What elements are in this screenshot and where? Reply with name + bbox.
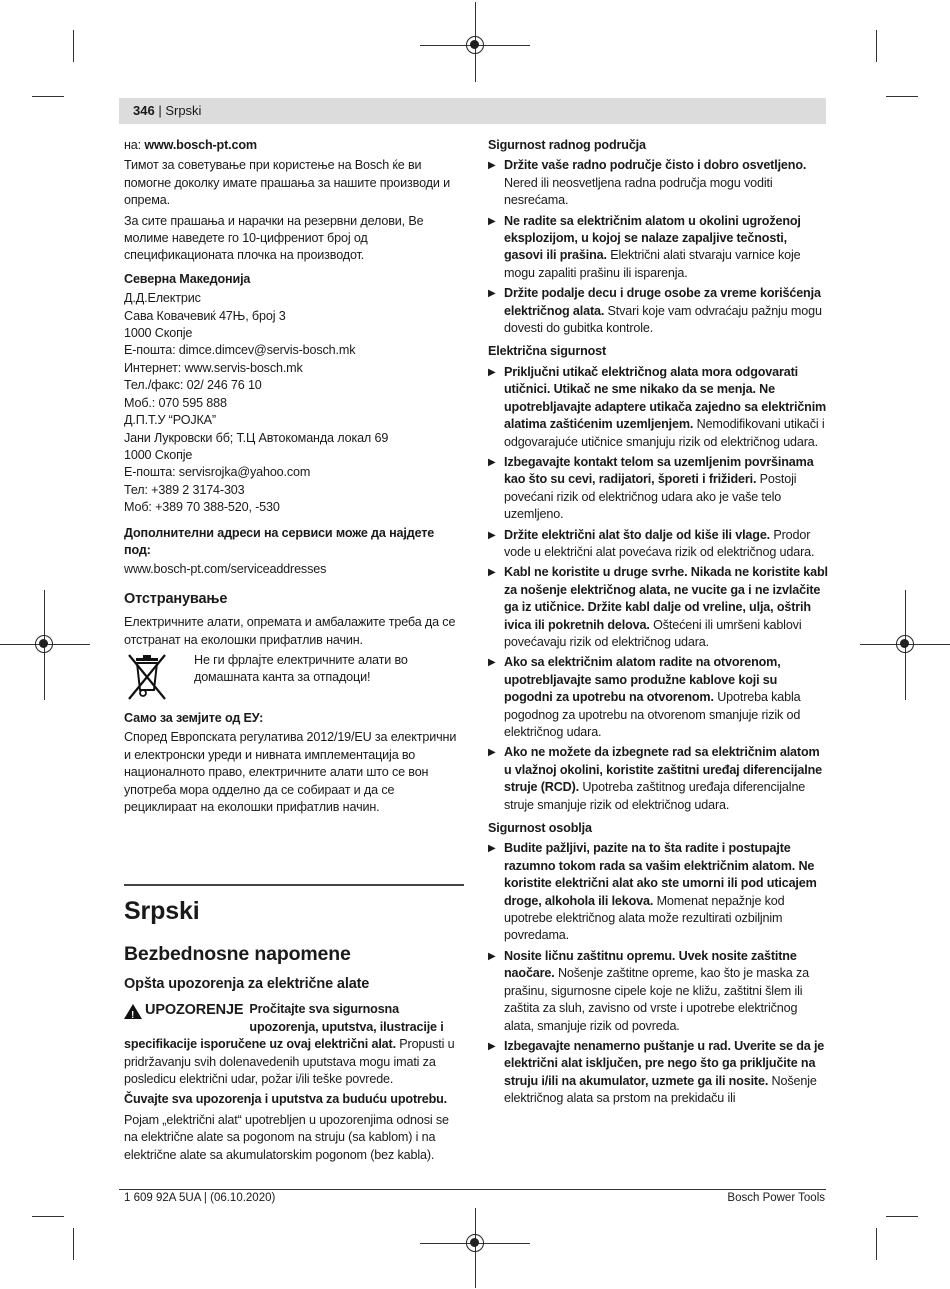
- item-text: Oštećeni ili umršeni kablovi povećavaju rizik od električnog udara.: [504, 617, 802, 649]
- item-text: Nošenje zaštitne opreme, kao što je maska za prašinu, sigurnosne cipele koje ne kližu, zaštitni šlem ili zaštita za sluh, zavisno od vrste i upotrebe električnog alata, smanjuje rizik od povreda.: [504, 966, 809, 1033]
- bullet-arrow-icon: ▶: [488, 160, 496, 172]
- list-item: [488, 744, 828, 814]
- registration-mark-icon: [896, 635, 914, 653]
- crossed-out-wheelie-bin-icon: [124, 652, 170, 702]
- item-bold: Izbegavajte nenamerno puštanje u rad. Uverite se da je električni alat isključen, pre nego što ga priključite na struju i/ili na akumulator, uzmete ga ili nosite.: [504, 1038, 825, 1088]
- list-item: [488, 454, 828, 524]
- section-heading: Sigurnost osoblja: [488, 821, 592, 836]
- list-item: [488, 213, 828, 283]
- item-bold: Kabl ne koristite u druge svrhe. Nikada ne koristite kabl za nošenje električnog alata, ne vucite ga i ne izvlačite ga iz utičnice. Držite kabl dalje od vreline, ulja, oštrih ivica ili pokretnih delova.: [504, 565, 828, 632]
- item-text: Nošenje električnog alata sa prstom na prekidaču ili: [504, 1073, 817, 1106]
- website-prefix: на:: [124, 138, 145, 152]
- website-url[interactable]: www.bosch-pt.com: [144, 138, 257, 152]
- item-bold: Ako sa električnim alatom radite na otvorenom, upotrebljavajte samo produžne kablove koji su pogodni za upotrebu na otvorenom.: [504, 655, 781, 705]
- item-text: Nered ili neosvetljena radna područja mogu voditi nesrećama.: [504, 175, 773, 208]
- list-item: [488, 948, 828, 1035]
- section-heading: Električna sigurnost: [488, 344, 607, 359]
- page-header: [119, 98, 826, 124]
- language-title: Srpski: [124, 896, 200, 925]
- item-bold: Ako ne možete da izbegnete rad sa električnim alatom u vlažnoj okolini, koristite zaštitni uređaj diferencijalne struje (RCD).: [504, 745, 822, 795]
- list-item: [488, 1038, 828, 1108]
- item-text: Nemodifikovani utikači i odgovarajuće utičnice smanjuju rizik od električnog udara.: [504, 417, 825, 449]
- advice-paragraph: Тимот за советување при користење на Bosch ќе ви помогне доколку имате прашања за нашите производи и опрема.: [124, 158, 450, 208]
- footer-doc-id: 1 609 92A 5UA | (06.10.2020): [124, 1192, 276, 1204]
- right-column: [488, 137, 828, 1111]
- bullet-arrow-icon: ▶: [488, 215, 496, 227]
- safety-heading: Bezbednosne napomene: [124, 942, 351, 965]
- left-column: [124, 137, 464, 1167]
- weee-text: Не ги фрлајте електричните алати во домашната канта за отпадоци!: [194, 652, 408, 685]
- bullet-arrow-icon: ▶: [488, 657, 496, 669]
- footer-divider: [119, 1189, 826, 1190]
- bullet-arrow-icon: ▶: [488, 950, 496, 962]
- page-number: 346: [133, 103, 155, 118]
- warning-triangle-icon: !: [124, 1004, 142, 1019]
- list-item: [488, 364, 828, 451]
- list-item: [488, 564, 828, 651]
- address-line: Д.Д.Електрис: [124, 291, 201, 306]
- warning-badge: [124, 1002, 243, 1019]
- bullet-arrow-icon: ▶: [488, 366, 496, 378]
- item-bold: Držite električni alat što dalje od kiše ili vlage.: [504, 527, 771, 542]
- disposal-paragraph: Електричните алати, опремата и амбалажите треба да се отстранат на еколошки прифатлив начин.: [124, 615, 456, 647]
- list-item: [488, 157, 828, 209]
- list-item: [488, 527, 828, 562]
- header-language: Srpski: [165, 103, 202, 118]
- general-warnings-heading: Opšta upozorenja za električne alate: [124, 975, 370, 992]
- bullet-arrow-icon: ▶: [488, 529, 496, 541]
- phone-line: Тел./факс: 02/ 246 76 10: [124, 378, 262, 393]
- item-text: Upotreba zaštitnog uređaja diferencijalne struje smanjuje rizik od električnog udara.: [504, 780, 806, 812]
- crop-mark: [32, 1216, 64, 1217]
- eu-paragraph: Според Европската регулатива 2012/19/EU за електрични и електронски уреди и нивната имплементација во националното право, електричните алати што се вон употреба мора одделно да се собираат и да се рециклираат на еколошки прифатлив начин.: [124, 730, 457, 814]
- service-addresses-url[interactable]: www.bosch-pt.com/serviceaddresses: [124, 562, 327, 577]
- crop-mark: [32, 96, 64, 97]
- item-text: Električni alati stvaraju varnice koje mogu zapaliti prašinu ili isparenja.: [504, 248, 801, 280]
- bullet-arrow-icon: ▶: [488, 456, 496, 468]
- registration-mark-icon: [35, 635, 53, 653]
- item-text: Momenat nepažnje kod upotrebe električnog alata može rezultirati ozbiljnim povredama.: [504, 893, 785, 943]
- country-heading: Северна Македонија: [124, 271, 251, 286]
- mobile-line: Моб: +389 70 388-520, -530: [124, 500, 280, 515]
- item-text: Postoji povećani rizik od električnog udara ako je vaše telo uzemljeno.: [504, 472, 797, 522]
- registration-mark-icon: [466, 1234, 484, 1252]
- page-header-text: 346 | Srpski: [133, 103, 202, 118]
- list-item: [488, 840, 828, 944]
- item-bold: Budite pažljivi, pazite na to šta radite i postupajte razumno tokom rada sa vašim električnim alatom. Ne koristite električni alat ako ste umorni ili pod uticajem droge, alkohola ili lekova.: [504, 841, 817, 908]
- item-bold: Izbegavajte kontakt telom sa uzemljenim površinama kao što su cevi, radijatori, šporeti i frižideri.: [504, 454, 814, 487]
- spare-parts-paragraph: За сите прашања и нарачки на резервни делови, Ве молиме наведете го 10-цифрениот број од спецификационата плочка на производот.: [124, 213, 424, 263]
- mobile-line: Моб.: 070 595 888: [124, 395, 227, 410]
- crop-mark: [886, 1216, 918, 1217]
- crop-mark: [73, 1228, 74, 1260]
- website-line: [124, 137, 464, 154]
- section-heading: Sigurnost radnog područja: [488, 138, 646, 152]
- email-line: Е-пошта: dimce.dimcev@servis-bosch.mk: [124, 343, 356, 358]
- item-text: Stvari koje vam odvraćaju pažnju mogu dovesti do gubitka kontrole.: [504, 303, 822, 336]
- warning-label: UPOZORENJE: [145, 1002, 244, 1019]
- footer-brand: Bosch Power Tools: [727, 1192, 825, 1204]
- item-bold: Ne radite sa električnim alatom u okolini ugroženoj eksplozijom, u kojoj se nalaze zapaljive tečnosti, gasovi ili prašina.: [504, 213, 801, 263]
- term-definition: Pojam „električni alat“ upotrebljen u upozorenjima odnosi se na električne alate sa pogonom na struju (sa kablom) i na električne alate sa akumulatorskim pogonom (bez kabla).: [124, 1112, 449, 1162]
- email-line: Е-пошта: servisrojka@yahoo.com: [124, 465, 311, 480]
- bullet-arrow-icon: ▶: [488, 288, 496, 300]
- item-text: Prodor vode u električni alat povećava rizik od električnog udara.: [504, 527, 815, 559]
- address-line: Д.П.Т.У “РОЈКА”: [124, 413, 216, 428]
- item-bold: Nosite ličnu zaštitnu opremu. Uvek nosite zaštitne naočare.: [504, 948, 797, 981]
- weee-notice: [124, 652, 464, 702]
- bullet-arrow-icon: ▶: [488, 1040, 496, 1052]
- crop-mark: [886, 96, 918, 97]
- item-bold: Držite podalje decu i druge osobe za vreme korišćenja električnog alata.: [504, 286, 821, 318]
- more-addresses-heading: Дополнителни адреси на сервиси може да најдете под:: [124, 525, 435, 557]
- crop-mark: [73, 30, 74, 62]
- warning-rest-text: Propusti u pridržavanju svih dolenavedenih uputstava mogu imati za posledicu električni udar, požar i/ili teške povrede.: [124, 1037, 455, 1086]
- warning-paragraph: [124, 1001, 464, 1088]
- address-line: Јани Лукровски бб; Т.Ц Автокоманда локал 69: [124, 430, 389, 445]
- bullet-arrow-icon: ▶: [488, 567, 496, 579]
- crop-mark: [876, 30, 877, 62]
- bullet-arrow-icon: ▶: [488, 843, 496, 855]
- item-bold: Držite vaše radno područje čisto i dobro osvetljeno.: [504, 158, 807, 173]
- crop-mark: [876, 1228, 877, 1260]
- registration-mark-icon: [466, 36, 484, 54]
- keep-instructions: Čuvajte sva upozorenja i uputstva za buduću upotrebu.: [124, 1092, 448, 1107]
- address-block-1: [124, 290, 464, 412]
- address-line: 1000 Скопје: [124, 326, 193, 341]
- eu-heading: Само за земјите од ЕУ:: [124, 710, 264, 725]
- disposal-heading: Отстранување: [124, 590, 228, 607]
- website-line: Интернет: www.servis-bosch.mk: [124, 360, 303, 375]
- list-item: [488, 285, 828, 337]
- address-line: Сава Ковачевиќ 47Њ, број 3: [124, 308, 286, 323]
- item-bold: Priključni utikač električnog alata mora odgovarati utičnici. Utikač ne sme nikako da se menja. Ne upotrebljavajte adaptere utikača zajedno sa električnim alatima zaštićenim uzemljenjem.: [504, 364, 827, 432]
- address-line: 1000 Скопје: [124, 447, 193, 462]
- section-divider: [124, 884, 464, 886]
- bullet-arrow-icon: ▶: [488, 747, 496, 759]
- list-item: [488, 654, 828, 741]
- address-block-2: [124, 412, 464, 516]
- phone-line: Тел: +389 2 3174-303: [124, 482, 245, 497]
- warning-bold-text: Pročitajte sva sigurnosna upozorenja, uputstva, ilustracije i specifikacije isporučene uz ovaj električni alat.: [124, 1002, 444, 1052]
- item-text: Upotreba kabla pogodnog za upotrebu na otvorenom smanjuje rizik od električnog udara.: [504, 690, 801, 739]
